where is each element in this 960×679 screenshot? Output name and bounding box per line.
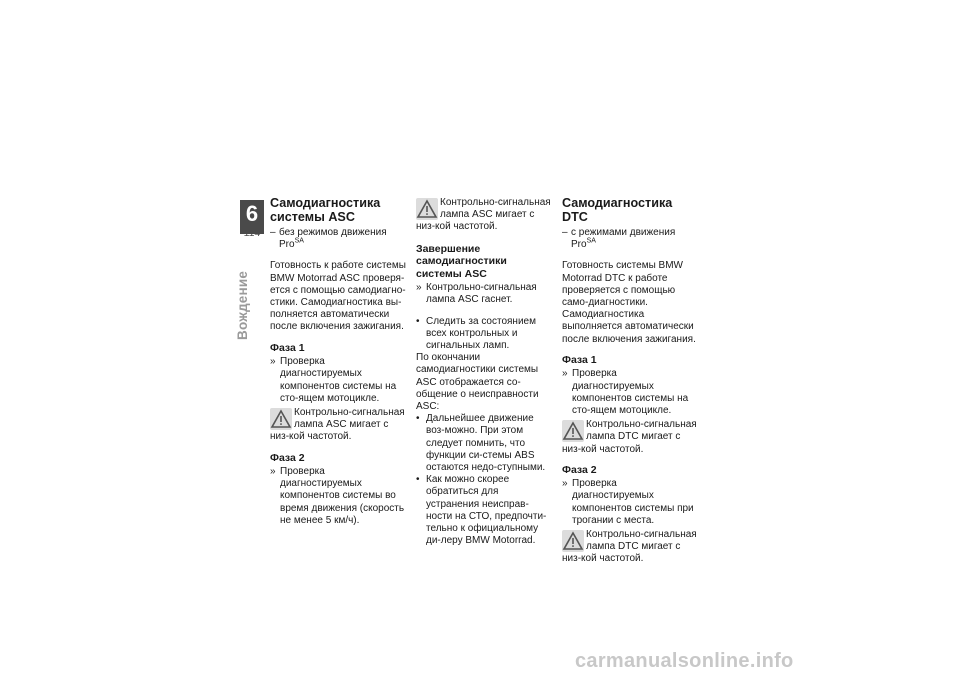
list-marker: »: [562, 368, 568, 380]
asc-heading: Самодиагностика системы ASC: [270, 196, 381, 224]
warning-lamp-icon: [562, 420, 584, 442]
asc-phase1-warning: Контрольно-сигнальная лампа ASC мигает с низ-кой частотой.: [270, 406, 405, 443]
dtc-variant-note: [562, 227, 700, 251]
asc-phase1-item: » Проверка диагностируемых компонентов системы на сто-ящем мотоцикле.: [270, 356, 397, 404]
asc-variant-text: без режимов движения Pro: [279, 227, 387, 251]
dtc-phase1-warning: Контрольно-сигнальная лампа DTC мигает с низ-кой частотой.: [562, 419, 697, 455]
list-marker: »: [562, 478, 568, 490]
asc-intro: Готовность к работе системы BMW Motorrad ASC проверя-ется с помощью самодиагно-стики. Самодиагностика вы-полняется автоматически после включения зажигания.: [270, 260, 406, 333]
list-marker: •: [416, 413, 420, 425]
chapter-side-title: Вождение: [235, 270, 250, 340]
dash-marker: –: [562, 227, 568, 238]
dtc-heading: Самодиагностика DTC: [562, 196, 673, 224]
dtc-phase2-warning: Контрольно-сигнальная лампа DTC мигает с низ-кой частотой.: [562, 529, 697, 565]
column-asc-self-diagnosis: [270, 197, 408, 527]
dtc-intro: Готовность системы BMW Motorrad DTC к работе проверяется с помощью само-диагностики. Самодиагностика выполняется автоматически после включения зажигания.: [562, 260, 696, 345]
asc-phase2-title: Фаза 2: [270, 451, 305, 464]
asc-completion-item: » Контрольно-сигнальная лампа ASC гаснет.: [416, 282, 537, 306]
asc-fault-item-2: • Как можно скорее обратиться для устранения неисправ-ности на СТО, предпочти-тельно к официальному ди-леру BMW Motorrad.: [416, 474, 547, 547]
list-marker: »: [270, 466, 276, 478]
dtc-phase1-title: Фаза 1: [562, 353, 597, 366]
warning-lamp-icon: [562, 530, 584, 552]
asc-fault-item-1: • Дальнейшее движение воз-можно. При этом следует помнить, что функции си-стемы ABS остаются недо-ступными.: [416, 413, 546, 473]
list-marker: »: [270, 356, 276, 368]
warning-lamp-icon: [416, 198, 438, 220]
dtc-variant-sup: SA: [586, 237, 596, 245]
list-marker: •: [416, 474, 420, 486]
asc-fault-paragraph: По окончании самодиагностики системы ASC отображается со-общение о неисправности ASC:: [416, 352, 539, 412]
asc-phase2-warning: Контрольно-сигнальная лампа ASC мигает с низ-кой частотой.: [416, 197, 551, 233]
column-asc-completion: [416, 197, 554, 547]
column-dtc-self-diagnosis: [562, 197, 700, 566]
dash-marker: –: [270, 227, 276, 238]
dtc-phase1-item: » Проверка диагностируемых компонентов системы на сто-ящем мотоцикле.: [562, 368, 689, 416]
asc-completion-heading: Завершение самодиагностики системы ASC: [416, 242, 507, 280]
asc-phase1-title: Фаза 1: [270, 341, 305, 354]
list-marker: »: [416, 282, 422, 294]
dtc-phase2-title: Фаза 2: [562, 463, 597, 476]
page-number: 114: [243, 227, 261, 239]
asc-variant-sup: SA: [294, 237, 304, 245]
asc-check-lamps-item: • Следить за состоянием всех контрольных и сигнальных ламп.: [416, 315, 536, 351]
dtc-variant-text: с режимами движения Pro: [571, 227, 676, 251]
asc-variant-note: [270, 227, 408, 251]
chapter-number: 6: [240, 200, 264, 234]
asc-phase2-item: » Проверка диагностируемых компонентов системы во время движения (скорость не менее 5 км/ч).: [270, 466, 405, 526]
dtc-phase2-item: » Проверка диагностируемых компонентов системы при трогании с места.: [562, 478, 694, 526]
warning-lamp-icon: [270, 408, 292, 430]
list-marker: •: [416, 315, 420, 327]
watermark: carmanualsonline.info: [575, 650, 794, 672]
